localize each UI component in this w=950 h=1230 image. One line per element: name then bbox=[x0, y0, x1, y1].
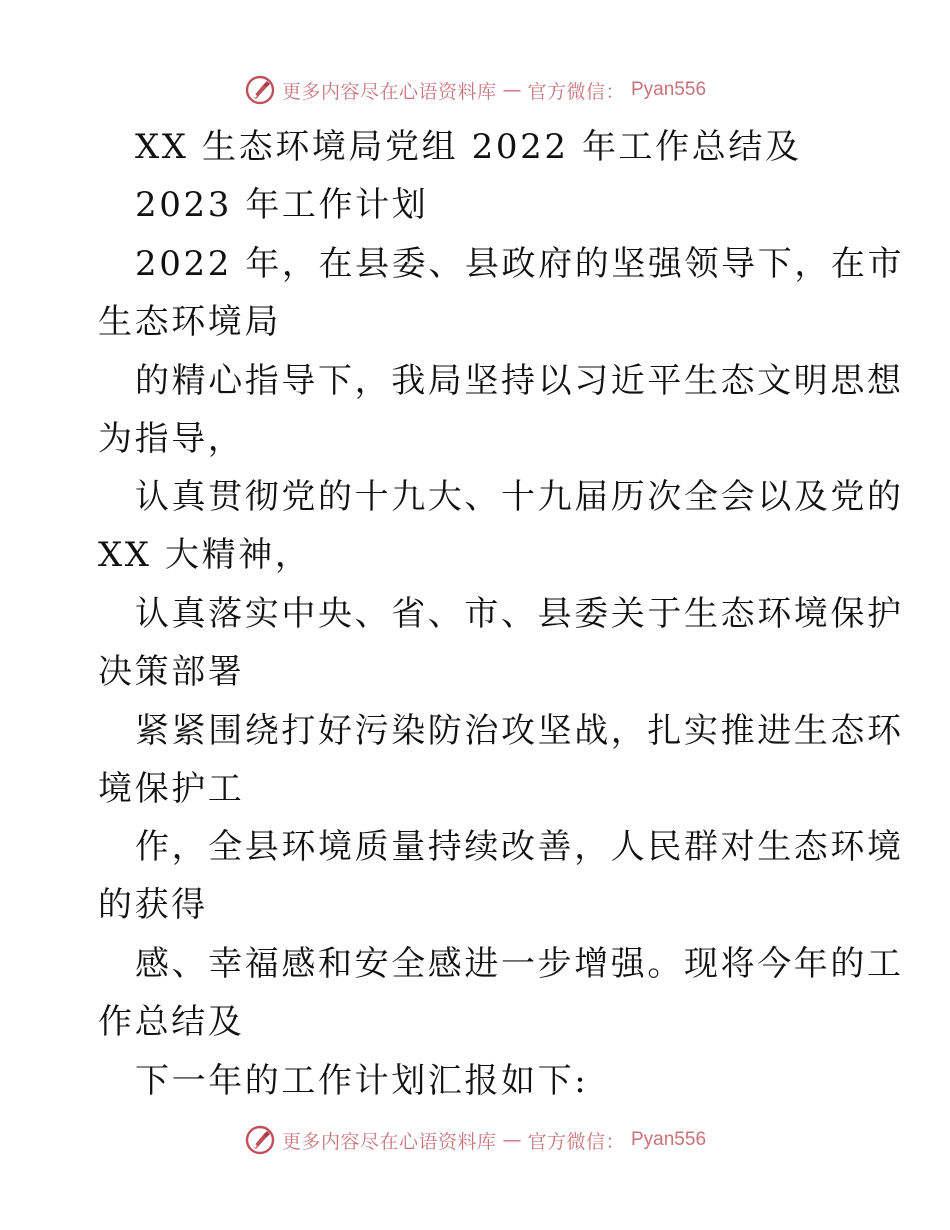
text-line: 下一年的工作计划汇报如下: bbox=[135, 1061, 589, 1101]
text-line: 生态环境局 bbox=[98, 302, 281, 342]
text-line: 为指导， bbox=[98, 419, 245, 459]
title-line-2: 2023 年工作计划 bbox=[135, 185, 429, 225]
text-line: 认真贯彻党的十九大、十九届历次全会以及党的 bbox=[135, 477, 904, 517]
banner-label: 官方微信： bbox=[527, 1130, 625, 1153]
text-line: 的获得 bbox=[98, 885, 208, 925]
text-line: XX 大精神， bbox=[98, 535, 312, 575]
text-line: 认真落实中央、省、市、县委关于生态环境保护 bbox=[135, 594, 904, 634]
text-line: 2022 年，在县委、县政府的坚强领导下，在市 bbox=[135, 244, 905, 284]
text-line: 作总结及 bbox=[98, 1002, 245, 1042]
header-watermark-banner bbox=[0, 70, 950, 110]
text-line: 境保护工 bbox=[98, 769, 245, 809]
banner-dash: — bbox=[502, 79, 522, 101]
banner-text: 更多内容尽在心语资料库 bbox=[281, 1130, 497, 1153]
text-line: 感、幸福感和安全感进一步增强。现将今年的工 bbox=[135, 944, 904, 984]
text-line: 作，全县环境质量持续改善，人民群对生态环境 bbox=[135, 827, 904, 867]
pen-seal-icon bbox=[244, 1124, 276, 1156]
text-line: 决策部署 bbox=[98, 652, 245, 692]
banner-dash: — bbox=[502, 1129, 522, 1151]
text-line: 的精心指导下，我局坚持以习近平生态文明思想 bbox=[135, 361, 904, 401]
banner-wechat-id: Pyan556 bbox=[631, 1129, 707, 1150]
banner-label: 官方微信： bbox=[527, 80, 625, 103]
text-line: 紧紧围绕打好污染防治攻坚战，扎实推进生态环 bbox=[135, 711, 904, 751]
banner-wechat-id: Pyan556 bbox=[631, 79, 707, 100]
title-line-1: XX 生态环境局党组 2022 年工作总结及 bbox=[135, 127, 802, 167]
banner-text: 更多内容尽在心语资料库 bbox=[281, 80, 497, 103]
footer-watermark-banner bbox=[0, 1120, 950, 1160]
pen-seal-icon bbox=[244, 74, 276, 106]
